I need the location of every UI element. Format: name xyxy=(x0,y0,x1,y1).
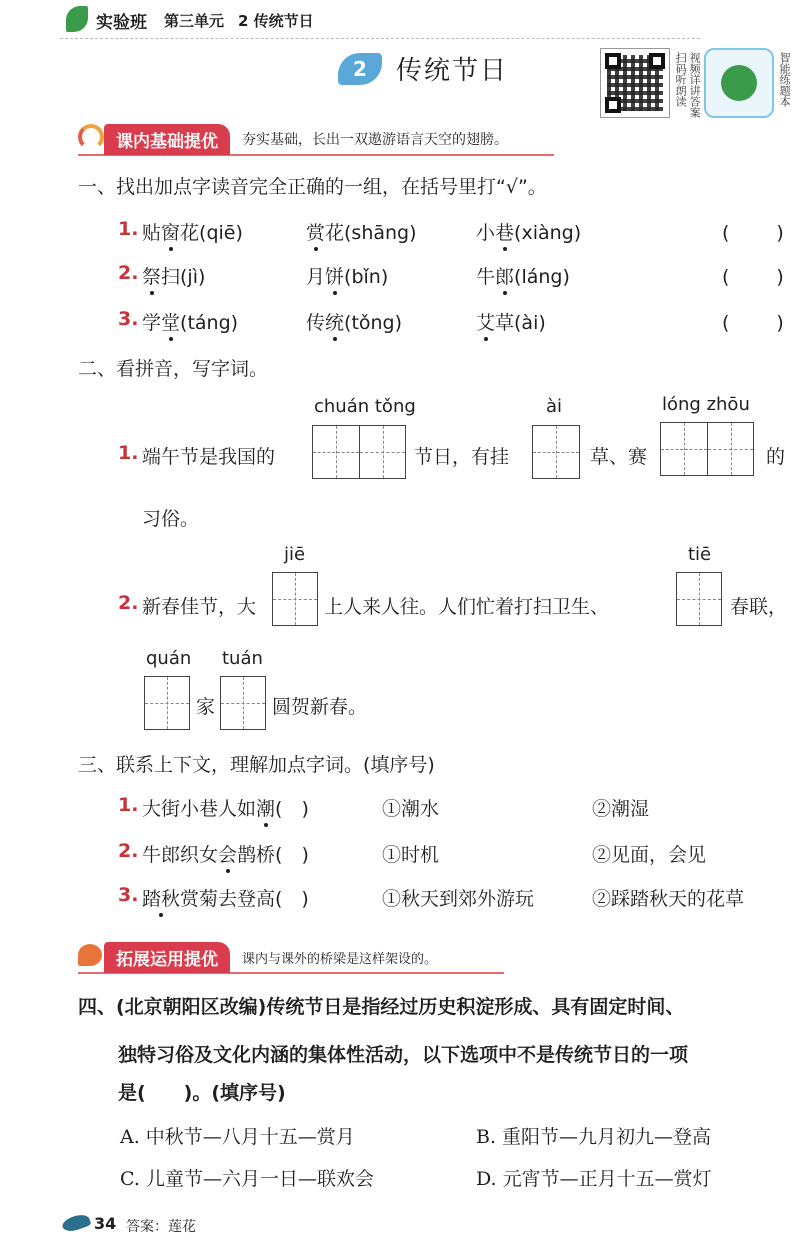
q1-choice xyxy=(306,308,402,335)
q1-dotted-char: 窗 xyxy=(161,222,181,244)
q3-sentence-dot: 潮 xyxy=(256,798,276,820)
writing-grid[interactable] xyxy=(272,572,318,626)
q2-item-2-number: 2. xyxy=(118,592,139,614)
qr-caption-video: 视频详讲答案 xyxy=(688,52,702,118)
writing-grid[interactable] xyxy=(144,676,190,730)
header-lesson: 2 传统节日 xyxy=(238,12,314,30)
writing-grid[interactable] xyxy=(312,425,406,479)
q1-choice xyxy=(476,218,581,245)
writing-grid[interactable] xyxy=(676,572,722,626)
q1-choice-pre: 月 xyxy=(306,266,326,288)
question-3-title: 三、联系上下文，理解加点字词。(填序号) xyxy=(78,754,435,776)
q1-choice xyxy=(142,218,243,245)
q3-sentence-dot: 踏秋 xyxy=(142,888,181,910)
q2-item-1-text-c: 草、赛 xyxy=(590,446,648,468)
q1-choice-post: 花(qiē) xyxy=(180,222,243,244)
q1-choice-pre: 学 xyxy=(142,312,162,334)
section-subtitle-extend: 课内与课外的桥梁是这样架设的。 xyxy=(242,951,438,967)
header-unit: 第三单元 xyxy=(164,12,225,30)
q2-item-2-text-e: 圆贺新春。 xyxy=(272,696,368,718)
q3-sentence xyxy=(142,840,309,867)
section-tag-basic: 课内基础提优 xyxy=(104,124,230,155)
q3-option-1: ①秋天到郊外游玩 xyxy=(382,888,535,910)
option-b[interactable]: B. 重阳节—九月初九—登高 xyxy=(476,1126,712,1148)
app-qr-icon[interactable] xyxy=(704,48,774,118)
q2-item-1-text-b: 节日，有挂 xyxy=(414,446,510,468)
q1-choice-post: (táng) xyxy=(180,312,239,334)
q3-option-1: ①潮水 xyxy=(382,798,440,820)
q3-item-number: 2. xyxy=(118,840,139,862)
page-title: 传统节日 xyxy=(396,56,509,86)
q1-choice-post: 花(shāng) xyxy=(325,222,417,244)
option-d[interactable]: D. 元宵节—正月十五—赏灯 xyxy=(476,1168,712,1190)
writing-grid[interactable] xyxy=(532,425,580,479)
header-divider xyxy=(60,38,700,39)
question-2-title: 二、看拼音，写字词。 xyxy=(78,358,269,380)
q1-choice-pre: 小 xyxy=(476,222,496,244)
question-4-line-1: 四、(北京朝阳区改编)传统节日是指经过历史积淀形成、具有固定时间、 xyxy=(78,996,685,1018)
pinyin-jie: jiē xyxy=(284,544,306,565)
q1-item-number: 2. xyxy=(118,262,139,284)
q1-choice-post: (láng) xyxy=(514,266,570,288)
q1-choice-post: 草(ài) xyxy=(495,312,546,334)
q1-dotted-char: 统 xyxy=(325,312,345,334)
q1-choice-post: 扫(jì) xyxy=(161,266,206,288)
q1-choice xyxy=(476,262,570,289)
q1-choice xyxy=(142,308,238,335)
footer-answer: 答案：莲花 xyxy=(126,1219,196,1235)
q2-item-1-text-a: 端午节是我国的 xyxy=(142,446,276,468)
answer-bracket[interactable]: ( ) xyxy=(722,222,798,244)
q1-choice xyxy=(306,218,417,245)
q2-item-2-text-a: 新春佳节，大 xyxy=(142,596,257,618)
pinyin-tuan: tuán xyxy=(222,648,263,669)
q1-dotted-char: 巷 xyxy=(495,222,515,244)
pinyin-longzhou: lóng zhōu xyxy=(662,394,750,415)
q1-choice-pre: 传 xyxy=(306,312,326,334)
q2-item-2-text-b: 上人来人往。人们忙着打扫卫生、 xyxy=(324,596,610,618)
header-logo-icon xyxy=(66,6,88,32)
koi-fish-icon xyxy=(78,944,102,966)
q3-item-number: 3. xyxy=(118,884,139,906)
q1-choice-post: (tǒng) xyxy=(344,312,403,334)
qr-caption-practice: 智能练题本 xyxy=(778,52,792,107)
section-subtitle-basic: 夯实基础，长出一双遨游语言天空的翅膀。 xyxy=(242,132,508,148)
section-banner-extend xyxy=(78,942,504,974)
q3-sentence xyxy=(142,884,309,911)
question-1-title: 一、找出加点字读音完全正确的一组，在括号里打“√”。 xyxy=(78,176,547,198)
q2-item-2-text-c: 春联， xyxy=(730,596,788,618)
q3-sentence-post[interactable]: 鹊桥( ) xyxy=(237,844,309,866)
option-c[interactable]: C. 儿童节—六月一日—联欢会 xyxy=(120,1168,374,1190)
q3-sentence xyxy=(142,794,309,821)
qr-code-icon[interactable] xyxy=(600,48,670,118)
q1-choice xyxy=(306,262,388,289)
q3-option-2: ②见面，会见 xyxy=(592,844,707,866)
pinyin-quan: quán xyxy=(146,648,192,669)
q1-choice xyxy=(476,308,546,335)
section-tag-extend: 拓展运用提优 xyxy=(104,942,230,973)
page-number: 34 xyxy=(94,1214,117,1233)
q2-item-1-number: 1. xyxy=(118,442,139,464)
pinyin-tie: tiē xyxy=(688,544,712,565)
q1-choice-post: (xiàng) xyxy=(514,222,582,244)
q3-sentence-pre: 牛郎织女 xyxy=(142,844,219,866)
answer-bracket[interactable]: ( ) xyxy=(722,312,798,334)
q1-dotted-char: 赏 xyxy=(306,222,326,244)
writing-grid[interactable] xyxy=(220,676,266,730)
q3-option-1: ①时机 xyxy=(382,844,440,866)
option-a[interactable]: A. 中秋节—八月十五—赏月 xyxy=(120,1126,355,1148)
q2-item-1-text-e: 习俗。 xyxy=(142,508,200,530)
qr-caption-listen: 扫码听朗读 xyxy=(674,52,688,107)
q1-dotted-char: 郎 xyxy=(495,266,515,288)
rainbow-icon xyxy=(78,124,104,150)
q3-option-2: ②潮湿 xyxy=(592,798,650,820)
pinyin-chuantong: chuán tǒng xyxy=(314,396,416,417)
q3-sentence-dot: 会 xyxy=(218,844,238,866)
writing-grid[interactable] xyxy=(660,422,754,476)
q1-choice xyxy=(142,262,205,289)
pinyin-ai: ài xyxy=(546,396,563,417)
question-4-line-2: 独特习俗及文化内涵的集体性活动，以下选项中不是传统节日的一项 xyxy=(118,1044,689,1066)
q1-choice-pre: 贴 xyxy=(142,222,162,244)
q3-sentence-post[interactable]: ( ) xyxy=(275,798,309,820)
lesson-number-badge: 2 xyxy=(338,53,382,85)
q3-option-2: ②踩踏秋天的花草 xyxy=(592,888,745,910)
question-4-line-3: 是( )。(填序号) xyxy=(118,1082,286,1104)
dolphin-icon xyxy=(60,1212,91,1235)
q1-choice-pre: 牛 xyxy=(476,266,496,288)
section-banner-basic xyxy=(78,124,554,156)
q1-dotted-char: 艾 xyxy=(476,312,496,334)
q1-item-number: 1. xyxy=(118,218,139,240)
header-brand: 实验班 xyxy=(96,13,147,33)
q1-dotted-char: 堂 xyxy=(161,312,181,334)
answer-bracket[interactable]: ( ) xyxy=(722,266,798,288)
q3-sentence-post[interactable]: 赏菊去登高( ) xyxy=(180,888,309,910)
q1-dotted-char: 祭 xyxy=(142,266,162,288)
q2-item-2-text-d: 家 xyxy=(196,696,216,718)
q1-dotted-char: 饼 xyxy=(325,266,345,288)
q2-item-1-text-d: 的 xyxy=(766,446,786,468)
lesson-title xyxy=(338,50,508,87)
q1-choice-post: (bǐn) xyxy=(344,266,389,288)
q1-item-number: 3. xyxy=(118,308,139,330)
q3-item-number: 1. xyxy=(118,794,139,816)
q3-sentence-pre: 大街小巷人如 xyxy=(142,798,257,820)
